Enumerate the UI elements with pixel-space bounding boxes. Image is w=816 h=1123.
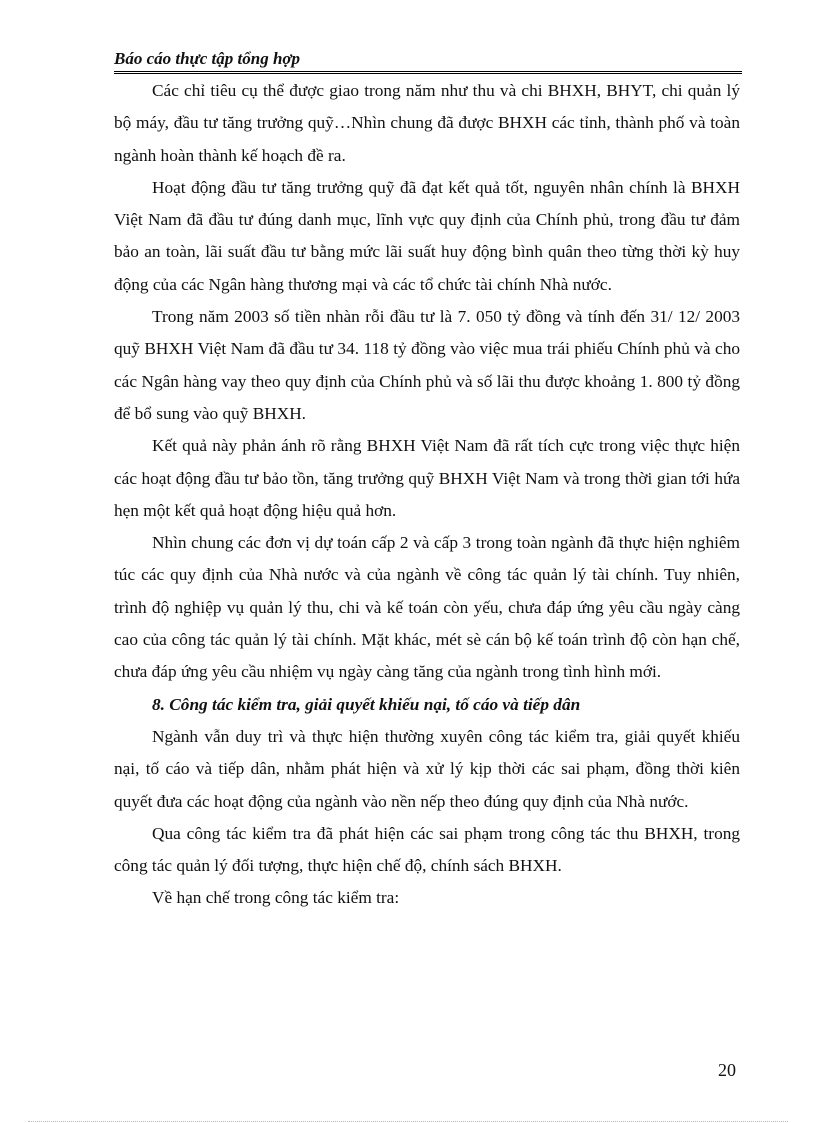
paragraph: Nhìn chung các đơn vị dự toán cấp 2 và cấp 3 trong toàn ngành đã thực hiện nghiêm túc các quy định của Nhà nước và của ngành về công tác quản lý tài chính. Tuy nhiên, trình độ nghiệp vụ quản lý thu, chi và kế toán còn yếu, chưa đáp ứng yêu cầu ngày càng cao của công tác quản lý tài chính. Mặt khác, mét sè cán bộ kế toán trình độ còn hạn chế, chưa đáp ứng yêu cầu nhiệm vụ ngày càng tăng của ngành trong tình hình mới.: [114, 533, 740, 682]
paragraph: Ngành vẫn duy trì và thực hiện thường xuyên công tác kiểm tra, giải quyết khiếu nại, tố cáo và tiếp dân, nhằm phát hiện và xử lý kịp thời các sai phạm, đồng thời kiên quyết đưa các hoạt động của ngành vào nền nếp theo đúng quy định của Nhà nước.: [114, 726, 740, 811]
paragraph: Các chỉ tiêu cụ thể được giao trong năm như thu và chi BHXH, BHYT, chi quản lý bộ máy, đầu tư tăng trưởng quỹ…Nhìn chung đã được BHXH các tỉnh, thành phố và toàn ngành hoàn thành kế hoạch đề ra.: [114, 81, 740, 165]
footer-rule: [28, 1121, 788, 1122]
paragraph: Hoạt động đầu tư tăng trưởng quỹ đã đạt kết quả tốt, nguyên nhân chính là BHXH Việt Nam đã đầu tư đúng danh mục, lĩnh vực quy định của Chính phủ, trong đầu tư đảm bảo an toàn, lãi suất đầu tư bằng mức lãi suất huy động bình quân theo từng thời kỳ huy động của các Ngân hàng thương mại và các tổ chức tài chính Nhà nước.: [114, 177, 740, 294]
section-heading: 8. Công tác kiểm tra, giải quyết khiếu nại, tố cáo và tiếp dân: [152, 694, 581, 714]
page-body: [114, 75, 740, 915]
paragraph: Về hạn chế trong công tác kiểm tra:: [152, 888, 400, 908]
paragraph: Kết quả này phản ánh rõ rằng BHXH Việt Nam đã rất tích cực trong việc thực hiện các hoạt động đầu tư bảo tồn, tăng trưởng quỹ BHXH Việt Nam và trong thời gian tới hứa hẹn một kết quả hoạt động hiệu quả hơn.: [114, 436, 740, 520]
running-header: Báo cáo thực tập tổng hợp: [114, 48, 742, 74]
page-number: 20: [718, 1060, 736, 1080]
paragraph: Trong năm 2003 số tiền nhàn rỗi đầu tư là 7. 050 tỷ đồng và tính đến 31/ 12/ 2003 quỹ BHXH Việt Nam đã đầu tư 34. 118 tỷ đồng vào việc mua trái phiếu Chính phủ và cho các Ngân hàng vay theo quy định của Chính phủ và số lãi thu được khoảng 1. 800 tỷ đồng để bổ sung vào quỹ BHXH.: [114, 307, 740, 423]
paragraph: Qua công tác kiểm tra đã phát hiện các sai phạm trong công tác thu BHXH, trong công tác quản lý đối tượng, thực hiện chế độ, chính sách BHXH.: [114, 823, 740, 876]
